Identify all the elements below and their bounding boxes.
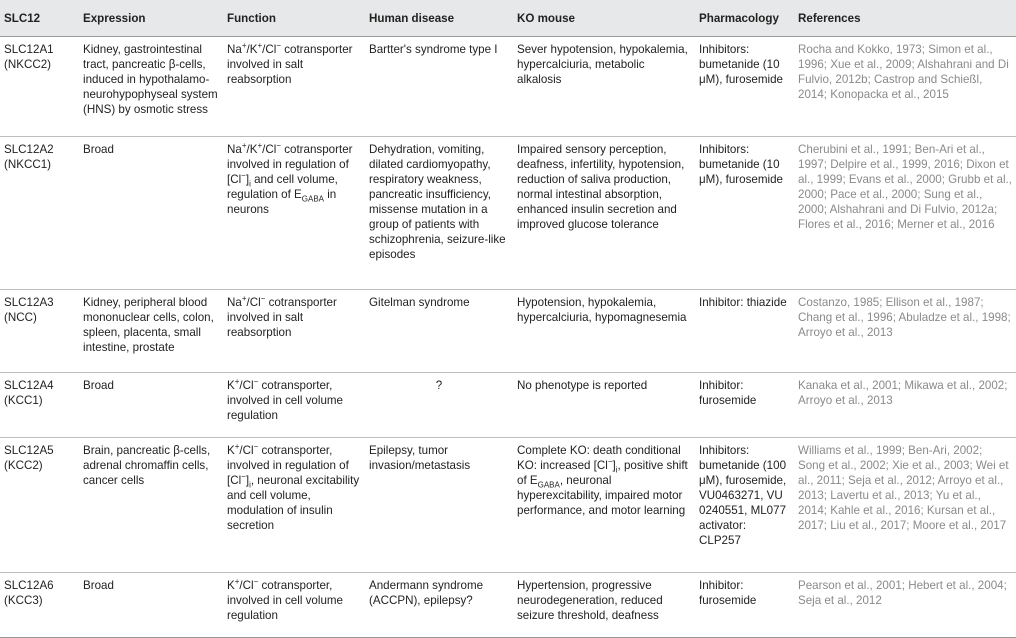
function-cell: Na+/Cl− cotransporter involved in salt reabsorption — [223, 290, 365, 372]
ko-mouse-cell: Sever hypotension, hypokalemia, hypercalciuria, metabolic alkalosis — [513, 37, 695, 137]
header-row — [0, 0, 1016, 37]
references-cell: Rocha and Kokko, 1973; Simon et al., 1996; Xue et al., 2009; Alshahrani and Di Fulvio, 2012b; Castrop and Schießl, 2014; Konopacka et al., 2015 — [794, 37, 1016, 137]
table-row — [0, 290, 1016, 372]
header-references: References — [794, 0, 1016, 37]
references-cell: Kanaka et al., 2001; Mikawa et al., 2002; Arroyo et al., 2013 — [794, 372, 1016, 437]
function-cell: K+/Cl− cotransporter, involved in regulation of $[Cl^-]_i$, neuronal excitability and cell volume, modulation of insulin secretion — [223, 437, 365, 573]
ko-mouse-cell: Hypotension, hypokalemia, hypercalciuria, hypomagnesemia — [513, 290, 695, 372]
expression-cell: Broad — [79, 573, 223, 638]
references-cell: Cherubini et al., 1991; Ben-Ari et al., 1997; Delpire et al., 1999, 2016; Dixon et al., 1999; Evans et al., 2000; Grubb et al., 2000; Pace et al., 2000; Sung et al., 2000; Alshahrani and Di Fulvio, 2012a; Flores et al., 2016; Merner et al., 2016 — [794, 137, 1016, 290]
gene-cell: SLC12A6 (KCC3) — [0, 573, 79, 638]
table-row — [0, 372, 1016, 437]
table-row — [0, 437, 1016, 573]
ko-mouse-cell: Hypertension, progressive neurodegeneration, reduced seizure threshold, deafness — [513, 573, 695, 638]
pharmacology-cell: Inhibitor: furosemide — [695, 372, 794, 437]
references-cell: Costanzo, 1985; Ellison et al., 1987; Chang et al., 1996; Abuladze et al., 1998; Arroyo et al., 2013 — [794, 290, 1016, 372]
function-cell: K+/Cl− cotransporter, involved in cell volume regulation — [223, 573, 365, 638]
table-row — [0, 573, 1016, 638]
header-ko-mouse: KO mouse — [513, 0, 695, 37]
header-human-disease: Human disease — [365, 0, 513, 37]
ko-mouse-cell: Complete KO: death conditional KO: increased $[Cl^-]_i$, positive shift of $E_{GABA}$, neuronal hyperexcitability, impaired motor performance, and motor learning — [513, 437, 695, 573]
disease-cell: ? — [365, 372, 513, 437]
table-row — [0, 37, 1016, 137]
header-slc12: SLC12 — [0, 0, 79, 37]
disease-cell: Dehydration, vomiting, dilated cardiomyopathy, respiratory weakness, pancreatic insufficiency, missense mutation in a group of patients with schizophrenia, seizure-like episodes — [365, 137, 513, 290]
pharmacology-cell: Inhibitors: bumetanide (10 μM), furosemide — [695, 137, 794, 290]
table-row — [0, 137, 1016, 290]
disease-cell: Bartter's syndrome type I — [365, 37, 513, 137]
table-header — [0, 0, 1016, 37]
expression-cell: Kidney, peripheral blood mononuclear cells, colon, spleen, placenta, small intestine, prostate — [79, 290, 223, 372]
expression-cell: Kidney, gastrointestinal tract, pancreatic β-cells, induced in hypothalamo-neurohypophyseal system (HNS) by osmotic stress — [79, 37, 223, 137]
pharmacology-cell: Inhibitors: bumetanide (10 μM), furosemide — [695, 37, 794, 137]
pharmacology-cell: Inhibitor: thiazide — [695, 290, 794, 372]
references-cell: Williams et al., 1999; Ben-Ari, 2002; Song et al., 2002; Xie et al., 2003; Wei et al., 2011; Seja et al., 2012; Arroyo et al., 2013; Lavertu et al., 2013; Yu et al., 2014; Kahle et al., 2016; Kursan et al., 2017; Liu et al., 2017; Moore et al., 2017 — [794, 437, 1016, 573]
header-pharmacology: Pharmacology — [695, 0, 794, 37]
table-body — [0, 37, 1016, 638]
disease-cell: Andermann syndrome (ACCPN), epilepsy? — [365, 573, 513, 638]
expression-cell: Broad — [79, 372, 223, 437]
disease-cell: Epilepsy, tumor invasion/metastasis — [365, 437, 513, 573]
expression-cell: Brain, pancreatic β-cells, adrenal chromaffin cells, cancer cells — [79, 437, 223, 573]
function-cell: Na+/K+/Cl− cotransporter involved in regulation of $[Cl^-]_i$ and cell volume, regulation of $E_{GABA}$ in neurons — [223, 137, 365, 290]
ko-mouse-cell: No phenotype is reported — [513, 372, 695, 437]
gene-cell: SLC12A1 (NKCC2) — [0, 37, 79, 137]
gene-cell: SLC12A3 (NCC) — [0, 290, 79, 372]
references-cell: Pearson et al., 2001; Hebert et al., 2004; Seja et al., 2012 — [794, 573, 1016, 638]
pharmacology-cell: Inhibitor: furosemide — [695, 573, 794, 638]
gene-cell: SLC12A5 (KCC2) — [0, 437, 79, 573]
pharmacology-cell: Inhibitors: bumetanide (100 μM), furosemide, VU0463271, VU 0240551, ML077 activator: CLP257 — [695, 437, 794, 573]
header-expression: Expression — [79, 0, 223, 37]
ko-mouse-cell: Impaired sensory perception, deafness, infertility, hypotension, reduction of saliva production, normal intestinal absorption, enhanced insulin secretion and improved glucose tolerance — [513, 137, 695, 290]
function-cell: Na+/K+/Cl− cotransporter involved in salt reabsorption — [223, 37, 365, 137]
function-cell: K+/Cl− cotransporter, involved in cell volume regulation — [223, 372, 365, 437]
header-function: Function — [223, 0, 365, 37]
disease-cell: Gitelman syndrome — [365, 290, 513, 372]
gene-cell: SLC12A2 (NKCC1) — [0, 137, 79, 290]
gene-cell: SLC12A4 (KCC1) — [0, 372, 79, 437]
expression-cell: Broad — [79, 137, 223, 290]
